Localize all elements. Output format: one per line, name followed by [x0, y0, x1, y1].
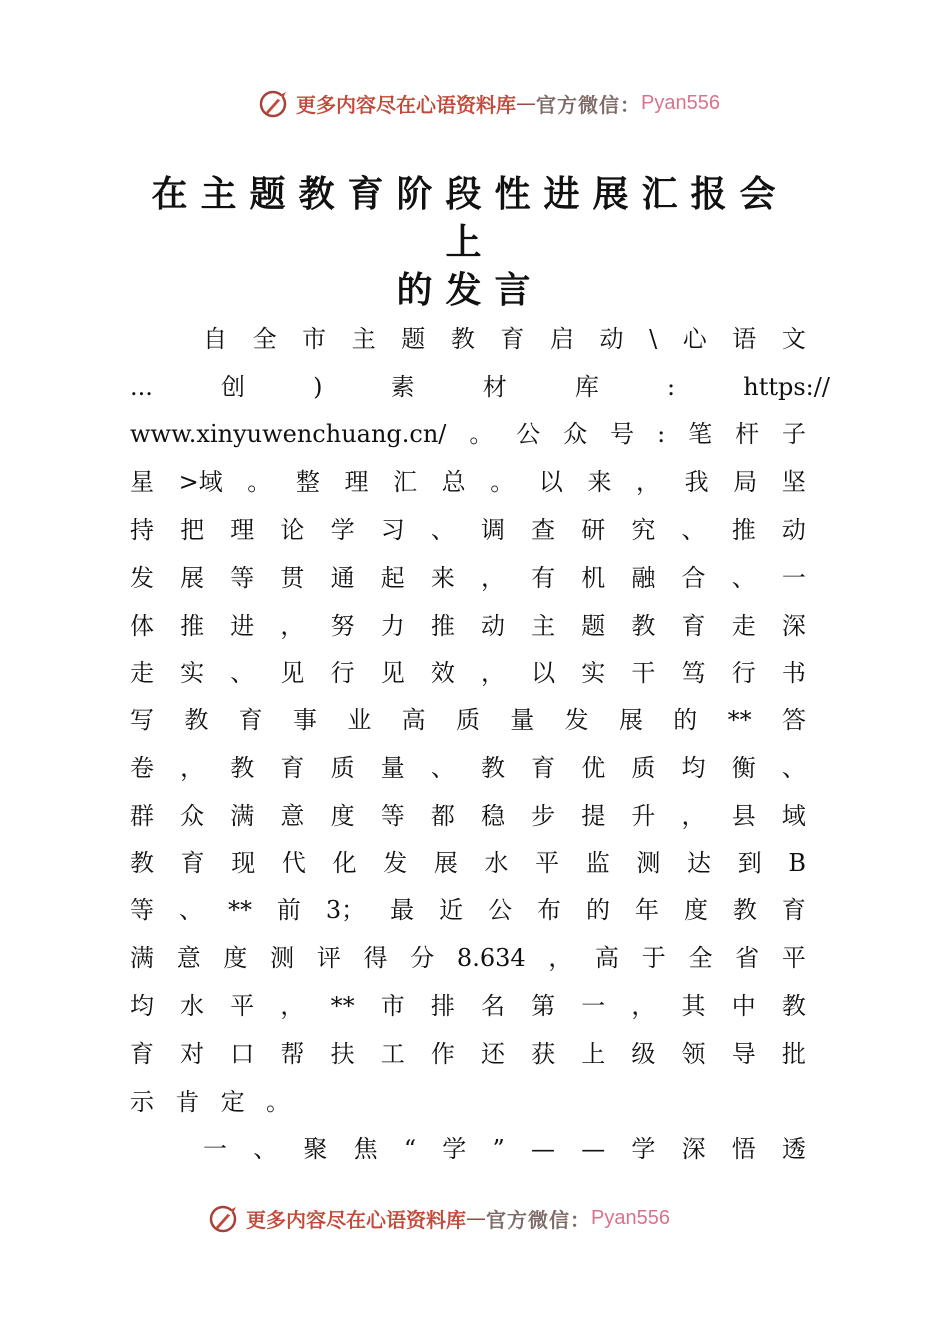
body-token: 名 [480, 992, 505, 1020]
body-token: 事 [292, 706, 317, 734]
body-token: 教 [450, 325, 475, 353]
body-token: 均 [130, 992, 154, 1020]
body-token: 发 [130, 564, 154, 592]
body-token: 优 [581, 754, 606, 782]
body-token: 答 [781, 706, 806, 734]
body-token: 公 [516, 420, 541, 448]
body-token: 一 [781, 564, 806, 592]
watermark-brand: Pyan556 [641, 91, 720, 114]
body-token: 书 [781, 659, 806, 687]
body-token: 笔 [688, 420, 713, 448]
body-token: 写 [130, 706, 154, 734]
body-token: 走 [130, 659, 154, 687]
body-token: — [530, 1135, 555, 1163]
body-token: 平 [781, 944, 806, 972]
body-token: 市 [302, 325, 327, 353]
body-token: ， [636, 468, 661, 496]
body-token: 全 [252, 325, 277, 353]
body-token: 调 [480, 516, 505, 544]
body-token: 展 [618, 706, 643, 734]
body-token: 、 [430, 516, 455, 544]
watermark-wechat-label: 官方微信： [536, 92, 641, 117]
body-token: 行 [731, 659, 756, 687]
body-token: 见 [280, 659, 305, 687]
body-token: 教 [230, 754, 255, 782]
body-token: 焦 [353, 1135, 378, 1163]
body-token: 融 [631, 564, 656, 592]
body-token: 、 [681, 516, 706, 544]
body-token: 主 [351, 325, 376, 353]
body-token: 学 [442, 1135, 467, 1163]
body-token: 育 [500, 325, 525, 353]
body-token: 启 [549, 325, 574, 353]
body-token: 稳 [480, 802, 505, 830]
body-token: 杆 [735, 420, 760, 448]
body-token: 8.634 [456, 944, 526, 972]
body-token: ** [330, 992, 355, 1020]
body-token: 分 [410, 944, 435, 972]
body-token: 查 [531, 516, 556, 544]
body-token: ， [280, 992, 305, 1020]
body-token: 实 [180, 659, 205, 687]
body-line [130, 938, 806, 978]
body-token: 平 [230, 992, 255, 1020]
body-token: 量 [510, 706, 535, 734]
body-token: 育 [280, 754, 305, 782]
body-line [130, 748, 806, 788]
body-token: 局 [733, 468, 758, 496]
body-token: ... [130, 373, 153, 401]
body-token: 中 [731, 992, 756, 1020]
body-token: 前 [276, 896, 301, 924]
body-token: 深 [781, 612, 806, 640]
body-token: 教 [130, 849, 154, 877]
body-token: 展 [433, 849, 458, 877]
body-token: 年 [634, 896, 659, 924]
body-token: >域 [178, 468, 223, 496]
body-token: 、 [430, 754, 455, 782]
body-token: 的 [673, 706, 698, 734]
body-token: ， [681, 802, 706, 830]
body-token: ， [480, 564, 505, 592]
body-token: 总 [441, 468, 466, 496]
body-token: 度 [330, 802, 355, 830]
body-token: 素 [390, 373, 415, 401]
body-token: 公 [488, 896, 513, 924]
body-token: 教 [732, 896, 757, 924]
body-line [203, 1129, 806, 1169]
body-token: 上 [581, 1040, 606, 1068]
body-token: 3； [325, 896, 366, 924]
body-token: 发 [383, 849, 408, 877]
body-token: 第 [531, 992, 556, 1020]
body-line [130, 414, 806, 454]
body-token: 省 [735, 944, 760, 972]
body-token: 育 [238, 706, 263, 734]
body-token: 来 [430, 564, 455, 592]
body-token: 衡 [731, 754, 756, 782]
body-token: 理 [344, 468, 369, 496]
title-line-2: 的发言 [396, 269, 544, 311]
body-token: ) [313, 373, 323, 401]
body-token: 、 [230, 659, 255, 687]
body-token: 悟 [731, 1135, 756, 1163]
body-line [130, 890, 806, 930]
body-token: 动 [599, 325, 624, 353]
body-line [130, 367, 830, 407]
body-token: 通 [330, 564, 355, 592]
body-token: 展 [180, 564, 205, 592]
body-token: 笃 [681, 659, 706, 687]
body-token: 主 [531, 612, 556, 640]
body-token: 度 [683, 896, 708, 924]
body-token: 近 [439, 896, 464, 924]
body-token: 推 [430, 612, 455, 640]
body-line [203, 319, 806, 359]
pen-nib-logo-icon [208, 1201, 242, 1235]
body-token: 众 [180, 802, 205, 830]
body-token: 发 [564, 706, 589, 734]
body-token: 其 [681, 992, 706, 1020]
body-token: 来 [587, 468, 612, 496]
body-token: 高 [595, 944, 620, 972]
body-token: 有 [531, 564, 556, 592]
body-token: 学 [631, 1135, 656, 1163]
body-token: ， [180, 754, 205, 782]
document-title [130, 170, 810, 314]
body-token: 进 [230, 612, 255, 640]
body-token: 汇 [393, 468, 418, 496]
watermark-banner-top [0, 86, 950, 126]
watermark-text: 更多内容尽在心语资料库 [296, 92, 516, 117]
body-token: 透 [782, 1135, 806, 1163]
title-line-1: 在主题教育阶段性进展汇报会上 [151, 173, 789, 263]
body-token: ** [227, 896, 252, 924]
body-token: 提 [581, 802, 606, 830]
body-token: 文 [781, 325, 806, 353]
body-token: 水 [180, 992, 205, 1020]
body-token: 评 [316, 944, 341, 972]
body-token: B [788, 849, 806, 877]
body-token: 一 [581, 992, 606, 1020]
body-token: 满 [130, 944, 154, 972]
body-token: 学 [330, 516, 355, 544]
body-token: ” [492, 1135, 505, 1163]
body-token: 得 [363, 944, 388, 972]
body-token: https:// [743, 373, 830, 401]
body-token: 干 [631, 659, 656, 687]
body-token: 效 [430, 659, 455, 687]
body-token: 最 [390, 896, 415, 924]
body-token: 材 [482, 373, 507, 401]
body-token: 领 [681, 1040, 706, 1068]
body-token: 走 [731, 612, 756, 640]
body-token: 推 [180, 612, 205, 640]
body-token: 。 [247, 468, 272, 496]
body-line [130, 462, 806, 502]
body-token: 工 [380, 1040, 405, 1068]
body-token: 子 [782, 420, 806, 448]
body-token: 现 [231, 849, 256, 877]
body-token: 贯 [280, 564, 305, 592]
body-token: 以 [538, 468, 563, 496]
body-token: 习 [380, 516, 405, 544]
body-token: ， [280, 612, 305, 640]
body-token: 肯 [175, 1088, 200, 1116]
body-token: 行 [330, 659, 355, 687]
body-token: 、 [253, 1135, 278, 1163]
body-token: 育 [130, 1040, 154, 1068]
body-token: 实 [581, 659, 606, 687]
body-token: 排 [430, 992, 455, 1020]
body-token: ， [480, 659, 505, 687]
body-line [130, 843, 806, 883]
body-token: 育 [180, 849, 205, 877]
body-token: 教 [781, 992, 806, 1020]
body-token: 都 [430, 802, 455, 830]
body-token: 化 [332, 849, 357, 877]
body-token: 县 [731, 802, 756, 830]
body-token: 教 [631, 612, 656, 640]
body-token: 努 [330, 612, 355, 640]
body-token: 。 [469, 420, 494, 448]
body-token: 高 [401, 706, 426, 734]
body-token: 等 [380, 802, 405, 830]
body-token: 步 [531, 802, 556, 830]
body-token: 平 [535, 849, 560, 877]
body-token: 自 [203, 325, 227, 353]
body-token: 理 [230, 516, 255, 544]
watermark-banner-bottom [0, 1201, 950, 1241]
body-token: 合 [681, 564, 706, 592]
body-token: 的 [586, 896, 610, 924]
body-token: 究 [631, 516, 656, 544]
body-token: 推 [731, 516, 756, 544]
body-token: ， [631, 992, 656, 1020]
body-token: 、 [178, 896, 203, 924]
watermark-text: 更多内容尽在心语资料库 [246, 1207, 466, 1232]
body-token: 深 [681, 1135, 706, 1163]
body-token: 机 [581, 564, 606, 592]
body-token: — [581, 1135, 606, 1163]
body-token: 意 [176, 944, 201, 972]
body-token: 满 [230, 802, 255, 830]
body-token: 达 [687, 849, 712, 877]
body-token: 研 [581, 516, 606, 544]
body-token: 均 [681, 754, 706, 782]
body-token: 育 [531, 754, 556, 782]
body-token: 意 [280, 802, 305, 830]
body-token: 、 [781, 754, 806, 782]
body-token: 水 [484, 849, 509, 877]
body-token: 众 [563, 420, 588, 448]
body-token: 体 [130, 612, 154, 640]
body-line [130, 700, 806, 740]
body-token: 教 [184, 706, 209, 734]
body-token: 域 [781, 802, 806, 830]
body-token: 测 [270, 944, 295, 972]
body-token: 我 [684, 468, 709, 496]
body-line [130, 1082, 290, 1122]
body-token: 口 [230, 1040, 255, 1068]
body-token: 起 [380, 564, 405, 592]
body-token: 代 [281, 849, 306, 877]
body-token: 质 [631, 754, 656, 782]
body-line [130, 796, 806, 836]
body-line [130, 510, 806, 550]
body-token: 级 [631, 1040, 656, 1068]
body-token: 动 [781, 516, 806, 544]
body-token: 教 [480, 754, 505, 782]
body-token: 一 [203, 1135, 227, 1163]
body-token: 市 [380, 992, 405, 1020]
body-token: 聚 [303, 1135, 328, 1163]
body-token: 整 [295, 468, 320, 496]
body-token: 还 [480, 1040, 505, 1068]
body-token: 获 [531, 1040, 556, 1068]
body-token: 升 [631, 802, 656, 830]
body-token: 持 [130, 516, 154, 544]
body-token: \ [649, 325, 658, 353]
body-token: 群 [130, 802, 154, 830]
body-token: www.xinyuwenchuang.cn/ [130, 420, 447, 448]
body-token: 全 [688, 944, 713, 972]
body-token: 监 [585, 849, 610, 877]
body-line [130, 1034, 806, 1074]
body-token: 等 [130, 896, 154, 924]
body-token: 质 [330, 754, 355, 782]
body-token: 导 [731, 1040, 756, 1068]
body-token: 业 [347, 706, 372, 734]
body-token: 题 [581, 612, 606, 640]
body-token: 。 [490, 468, 515, 496]
body-token: 布 [537, 896, 562, 924]
body-token: “ [403, 1135, 417, 1163]
body-token: 卷 [130, 754, 154, 782]
body-token: 。 [265, 1088, 290, 1116]
pen-nib-logo-icon [258, 86, 292, 120]
body-token: 批 [781, 1040, 806, 1068]
body-token: 号 [610, 420, 635, 448]
body-token: 育 [681, 612, 706, 640]
body-token: 帮 [280, 1040, 305, 1068]
body-token: 扶 [330, 1040, 355, 1068]
body-token: 量 [380, 754, 405, 782]
body-token: 质 [455, 706, 480, 734]
body-token: : [667, 373, 676, 401]
body-token: ** [727, 706, 752, 734]
body-token: 见 [380, 659, 405, 687]
body-token: 心 [682, 325, 707, 353]
body-token: 度 [223, 944, 248, 972]
watermark-dash: — [516, 91, 536, 115]
body-token: 示 [130, 1088, 154, 1116]
watermark-wechat-label: 官方微信： [486, 1207, 591, 1232]
body-token: 星 [130, 468, 154, 496]
body-line [130, 558, 806, 598]
body-token: 育 [781, 896, 806, 924]
body-token: 语 [732, 325, 757, 353]
watermark-dash: — [466, 1206, 486, 1230]
body-token: 题 [401, 325, 426, 353]
body-token: 动 [480, 612, 505, 640]
watermark-brand: Pyan556 [591, 1206, 670, 1229]
body-token: 论 [280, 516, 305, 544]
body-token: ， [548, 944, 573, 972]
body-token: 创 [221, 373, 246, 401]
body-token: 于 [641, 944, 666, 972]
body-token: 对 [180, 1040, 205, 1068]
body-token: 力 [380, 612, 405, 640]
body-line [130, 986, 806, 1026]
body-token: 到 [737, 849, 762, 877]
body-token: 坚 [781, 468, 806, 496]
body-token: 以 [531, 659, 556, 687]
body-token: 测 [636, 849, 661, 877]
body-token: 定 [220, 1088, 245, 1116]
body-token: 作 [430, 1040, 455, 1068]
body-line [130, 653, 806, 693]
body-token: 库 [574, 373, 599, 401]
body-line [130, 606, 806, 646]
body-token: : [657, 420, 666, 448]
body-token: 等 [230, 564, 255, 592]
body-token: 、 [731, 564, 756, 592]
body-token: 把 [180, 516, 205, 544]
